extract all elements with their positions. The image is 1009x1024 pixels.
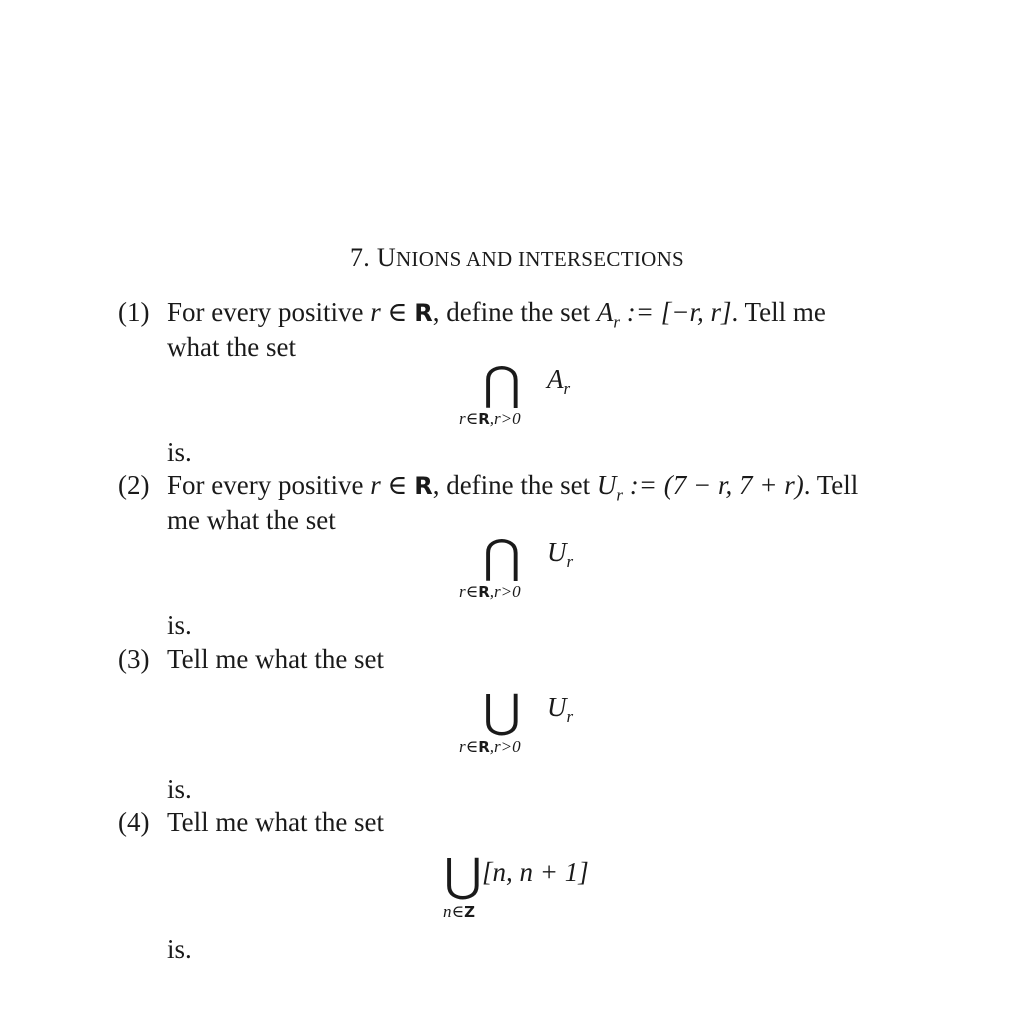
problem-2-text-b: , define the set [432,470,597,500]
problem-1-limit-reals: R [478,410,490,428]
section-title-rest: NIONS AND INTERSECTIONS [395,247,685,271]
section-title-initial: U [376,243,396,272]
problem-2-set-symbol: U [547,537,567,567]
problem-2-label: (2) [118,470,150,500]
problem-3-label: (3) [118,644,150,674]
problem-2-limit-a: r∈ [459,582,479,601]
problem-4-line-1: Tell me what the set [167,807,385,837]
problem-3-set-symbol: U [547,692,567,722]
problem-2-set-subscript: r [566,552,574,571]
problem-1-limit-b: ,r>0 [489,409,521,428]
problem-2-text-c: . Tell [803,470,859,500]
problem-1-set-subscript: r [563,379,571,398]
problem-3-set-subscript: r [566,707,574,726]
problem-1-line-2: what the set [167,332,296,362]
section-number: 7. [349,243,371,272]
problem-1-set-sub: r [613,312,621,332]
problem-3-limit [459,737,521,757]
problem-2-text-a: For every positive [167,470,371,500]
problem-1-limit [459,409,521,429]
problem-1-set [547,364,571,398]
problem-1-text-a: For every positive [167,297,371,327]
problem-1-text-b: , define the set [432,297,597,327]
problem-2-limit-b: ,r>0 [489,582,521,601]
problem-1-closing: is. [167,437,192,467]
problem-4-label: (4) [118,807,150,837]
problem-1-math-r-in: r ∈ [370,297,415,327]
problem-1-limit-a: r∈ [459,409,479,428]
problem-2-limit [459,582,521,602]
union-operator-3: ⋃ [483,684,521,738]
problem-4-limit-a: n∈ [443,902,465,921]
problem-2-set-def: := (7 − r, 7 + r) [623,470,804,500]
problem-4-closing: is. [167,934,192,964]
intersection-operator-1: ⋂ [483,356,521,410]
problem-3-closing: is. [167,774,192,804]
problem-4-set-expr: [n, n + 1] [482,857,589,887]
intersection-operator-2: ⋂ [483,529,521,583]
problem-2-set-name: U [596,470,617,500]
problem-1-label: (1) [118,297,150,327]
problem-1-reals: R [414,299,433,327]
problem-2-closing: is. [167,610,192,640]
problem-1-set-name: A [596,297,614,327]
problem-4-limit [443,902,475,922]
section-title [0,243,1009,273]
problem-3-line-1: Tell me what the set [167,644,385,674]
union-operator-4: ⋃ [444,848,482,902]
problem-4-set [482,857,589,888]
problem-3-set [547,692,574,726]
problem-2-limit-reals: R [478,583,490,601]
problem-2-reals: R [414,472,433,500]
problem-2-math-r-in: r ∈ [370,470,415,500]
problem-4-limit-integers: Z [464,903,475,921]
problem-1-set-def: := [−r, r] [620,297,732,327]
problem-1-text-c: . Tell me [731,297,826,327]
problem-2-set-sub: r [616,485,624,505]
problem-2-line-2: me what the set [167,505,336,535]
problem-3-limit-reals: R [478,738,490,756]
problem-3-limit-b: ,r>0 [489,737,521,756]
problem-2-set [547,537,574,571]
problem-3-limit-a: r∈ [459,737,479,756]
problem-1-set-symbol: A [547,364,564,394]
